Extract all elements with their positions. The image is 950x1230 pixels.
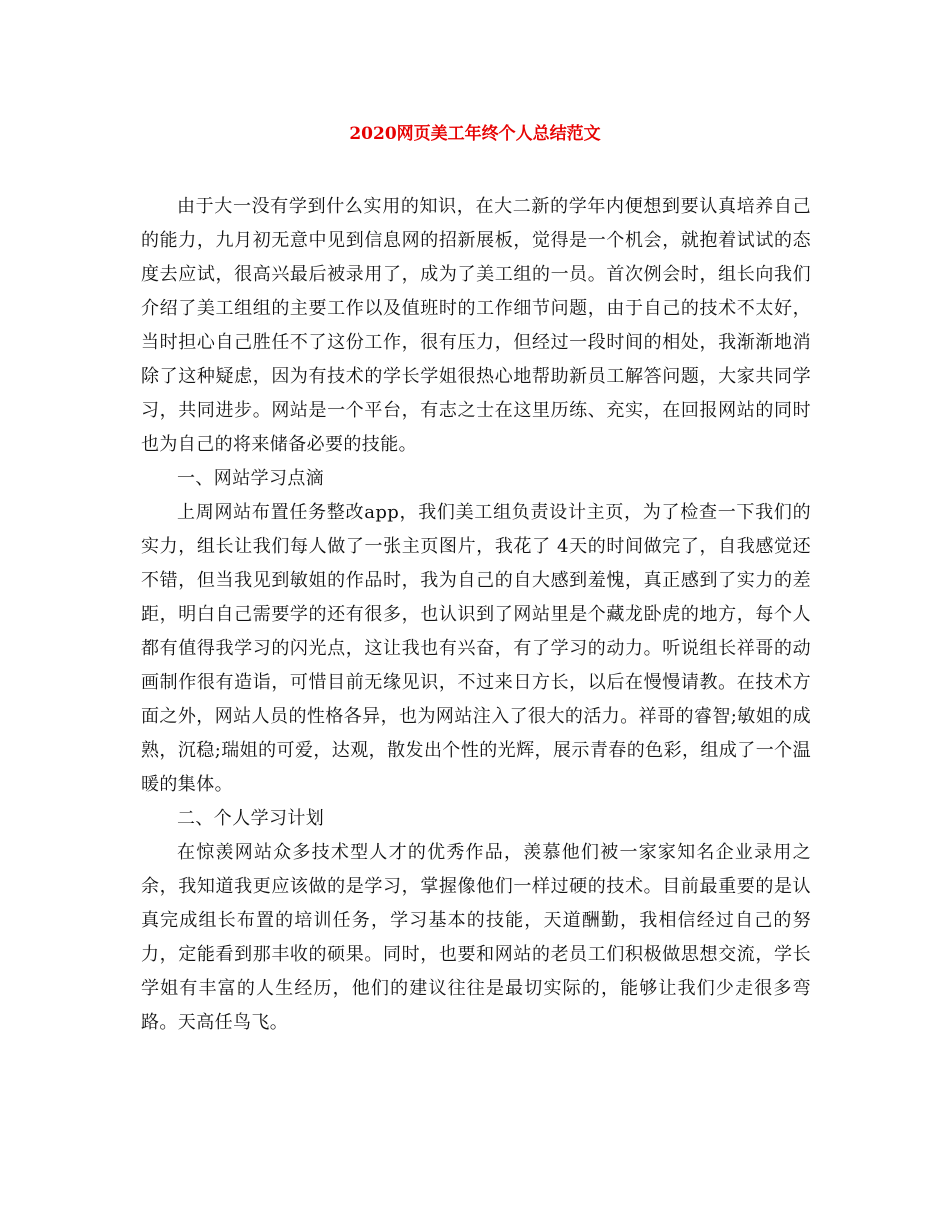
section-heading-1: 一、网站学习点滴 xyxy=(177,468,325,489)
paragraph-section-2: 在惊羡网站众多技术型人才的优秀作品，羡慕他们被一家家知名企业录用之余，我知道我更应该做的是学习，掌握像他们一样过硬的技术。目前最重要的是认真完成组长布置的培训任务，学习基本的技能，天道酬勤，我相信经过自己的努力，定能看到那丰收的硕果。同时，也要和网站的老员工们积极做思想交流，学长学姐有丰富的人生经历，他们的建议往往是最切实际的，能够让我们少走很多弯路。天高任鸟飞。 xyxy=(141,842,811,1033)
document-body xyxy=(141,190,811,1040)
page-title: 2020网页美工年终个人总结范文 xyxy=(349,124,601,144)
paragraph-intro: 由于大一没有学到什么实用的知识，在大二新的学年内便想到要认真培养自己的能力，九月初无意中见到信息网的招新展板，觉得是一个机会，就抱着试试的态度去应试，很高兴最后被录用了，成为了美工组的一员。首次例会时，组长向我们介绍了美工组组的主要工作以及值班时的工作细节问题，由于自己的技术不太好，当时担心自己胜任不了这份工作，很有压力，但经过一段时间的相处，我渐渐地消除了这种疑虑，因为有技术的学长学姐很热心地帮助新员工解答问题，大家共同学习，共同进步。网站是一个平台，有志之士在这里历练、充实，在回报网站的同时也为自己的将来储备必要的技能。 xyxy=(141,196,811,455)
section-heading-2: 二、个人学习计划 xyxy=(177,808,325,829)
paragraph-section-1: 上周网站布置任务整改app，我们美工组负责设计主页，为了检查一下我们的实力，组长让我们每人做了一张主页图片，我花了 4天的时间做完了，自我感觉还不错，但当我见到敏姐的作品时，我为自己的自大感到羞愧，真正感到了实力的差距，明白自己需要学的还有很多，也认识到了网站里是个藏龙卧虎的地方，每个人都有值得我学习的闪光点，这让我也有兴奋，有了学习的动力。听说组长祥哥的动画制作很有造诣，可惜目前无缘见识，不过来日方长，以后在慢慢请教。在技术方面之外，网站人员的性格各异，也为网站注入了很大的活力。祥哥的睿智;敏姐的成熟，沉稳;瑞姐的可爱，达观，散发出个性的光辉，展示青春的色彩，组成了一个温暖的集体。 xyxy=(141,502,811,795)
